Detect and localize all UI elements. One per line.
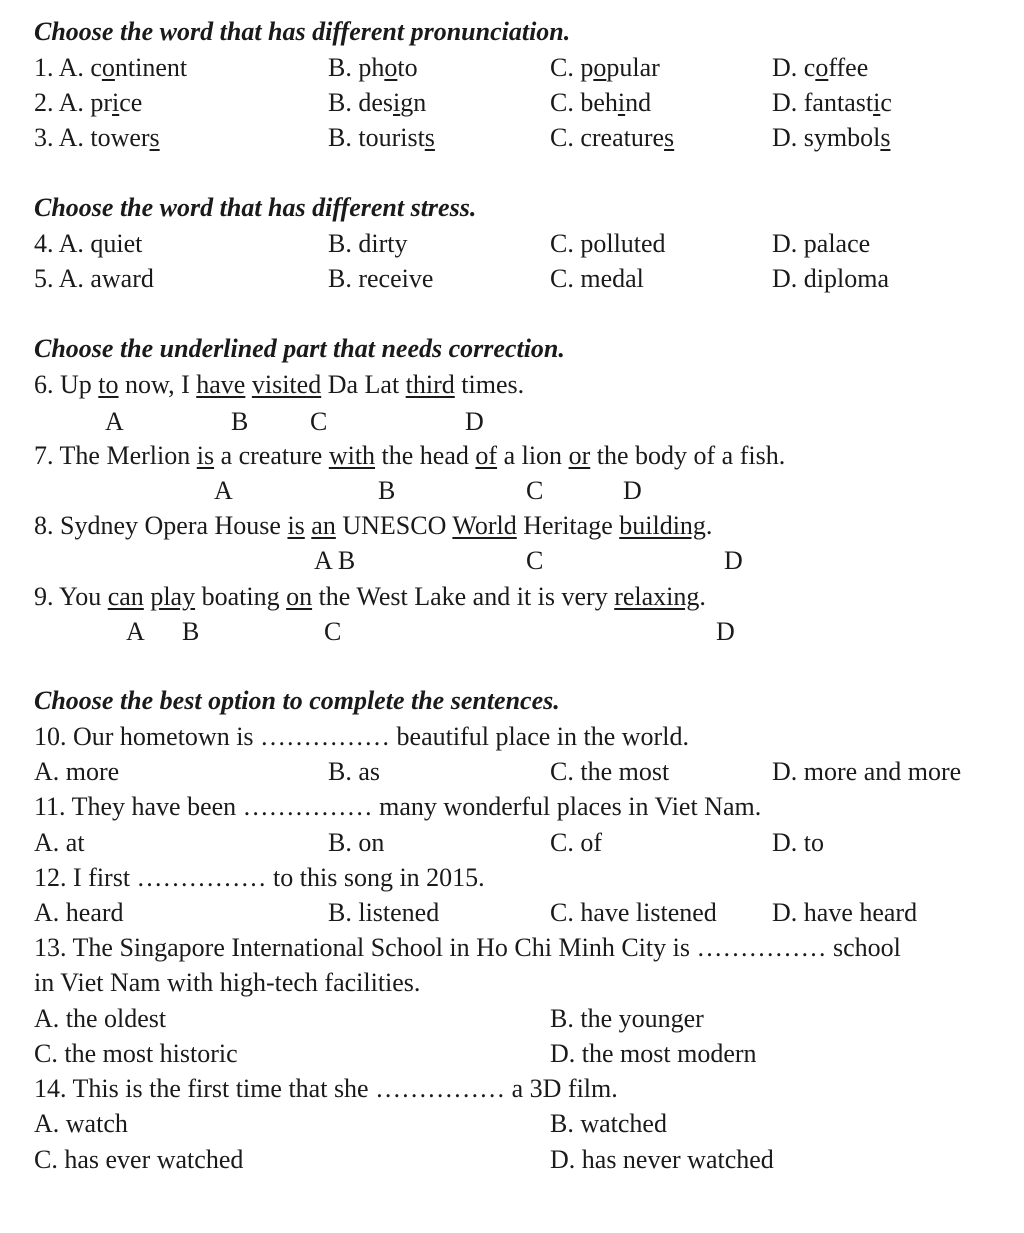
q6-label-d: D bbox=[465, 407, 484, 436]
q3-option-a: 3. A. towers bbox=[34, 123, 160, 152]
q3-option-d: D. symbols bbox=[772, 123, 891, 152]
heading-stress: Choose the word that has different stress. bbox=[34, 193, 477, 222]
q13-stem-line-1: 13. The Singapore International School in Ho Chi Minh City is …………… school bbox=[34, 933, 901, 962]
q5-option-b: B. receive bbox=[328, 264, 434, 293]
q2-option-c: C. behind bbox=[550, 88, 652, 117]
q12-option-a: A. heard bbox=[34, 898, 124, 927]
q7-label-b: B bbox=[378, 476, 396, 505]
q12-stem: 12. I first …………… to this song in 2015. bbox=[34, 863, 485, 892]
q5-option-a: 5. A. award bbox=[34, 264, 154, 293]
q9-sentence: 9. You can play boating on the West Lake and it is very relaxing. bbox=[34, 582, 706, 611]
q14-option-a: A. watch bbox=[34, 1109, 128, 1138]
q1-option-b: B. photo bbox=[328, 53, 418, 82]
q9-label-b: B bbox=[182, 617, 200, 646]
q13-option-b: B. the younger bbox=[550, 1004, 704, 1033]
q11-option-a: A. at bbox=[34, 828, 85, 857]
q11-option-d: D. to bbox=[772, 828, 824, 857]
q4-option-d: D. palace bbox=[772, 229, 871, 258]
q6-label-b: B bbox=[231, 407, 249, 436]
q9-label-a: A bbox=[126, 617, 145, 646]
q10-stem: 10. Our hometown is …………… beautiful place in the world. bbox=[34, 722, 689, 751]
q8-label-c: C bbox=[526, 546, 544, 575]
q3-option-c: C. creatures bbox=[550, 123, 675, 152]
q7-label-c: C bbox=[526, 476, 544, 505]
q10-option-d: D. more and more bbox=[772, 757, 962, 786]
q13-option-a: A. the oldest bbox=[34, 1004, 167, 1033]
q11-option-c: C. of bbox=[550, 828, 602, 857]
q11-option-b: B. on bbox=[328, 828, 385, 857]
q11-stem: 11. They have been …………… many wonderful places in Viet Nam. bbox=[34, 792, 762, 821]
q8-label-d: D bbox=[724, 546, 743, 575]
q7-label-d: D bbox=[623, 476, 642, 505]
q9-label-d: D bbox=[716, 617, 735, 646]
q9-label-c: C bbox=[324, 617, 342, 646]
heading-pronunciation: Choose the word that has different pronunciation. bbox=[34, 17, 571, 46]
q1-option-a: 1. A. continent bbox=[34, 53, 188, 82]
q1-option-d: D. coffee bbox=[772, 53, 869, 82]
q5-option-c: C. medal bbox=[550, 264, 644, 293]
q12-option-b: B. listened bbox=[328, 898, 440, 927]
q4-option-b: B. dirty bbox=[328, 229, 408, 258]
q13-option-d: D. the most modern bbox=[550, 1039, 757, 1068]
q1-option-c: C. popular bbox=[550, 53, 660, 82]
q6-label-a: A bbox=[105, 407, 124, 436]
q6-label-c: C bbox=[310, 407, 328, 436]
q10-option-c: C. the most bbox=[550, 757, 670, 786]
q8-label-ab: A B bbox=[314, 546, 356, 575]
q4-option-c: C. polluted bbox=[550, 229, 666, 258]
q13-option-c: C. the most historic bbox=[34, 1039, 238, 1068]
q4-option-a: 4. A. quiet bbox=[34, 229, 143, 258]
q5-option-d: D. diploma bbox=[772, 264, 889, 293]
q6-sentence: 6. Up to now, I have visited Da Lat third times. bbox=[34, 370, 525, 399]
q10-option-b: B. as bbox=[328, 757, 380, 786]
q12-option-d: D. have heard bbox=[772, 898, 918, 927]
q10-option-a: A. more bbox=[34, 757, 120, 786]
q14-option-b: B. watched bbox=[550, 1109, 667, 1138]
q7-sentence: 7. The Merlion is a creature with the head of a lion or the body of a fish. bbox=[34, 441, 786, 470]
q2-option-d: D. fantastic bbox=[772, 88, 892, 117]
q13-stem-line-2: in Viet Nam with high-tech facilities. bbox=[34, 968, 421, 997]
q8-sentence: 8. Sydney Opera House is an UNESCO World Heritage building. bbox=[34, 511, 713, 540]
q14-option-c: C. has ever watched bbox=[34, 1145, 244, 1174]
heading-correction: Choose the underlined part that needs correction. bbox=[34, 334, 565, 363]
q12-option-c: C. have listened bbox=[550, 898, 717, 927]
q3-option-b: B. tourists bbox=[328, 123, 435, 152]
q2-option-a: 2. A. price bbox=[34, 88, 143, 117]
q14-stem: 14. This is the first time that she …………… a 3D film. bbox=[34, 1074, 618, 1103]
q7-label-a: A bbox=[214, 476, 233, 505]
q14-option-d: D. has never watched bbox=[550, 1145, 774, 1174]
q2-option-b: B. design bbox=[328, 88, 427, 117]
heading-complete: Choose the best option to complete the sentences. bbox=[34, 686, 560, 715]
